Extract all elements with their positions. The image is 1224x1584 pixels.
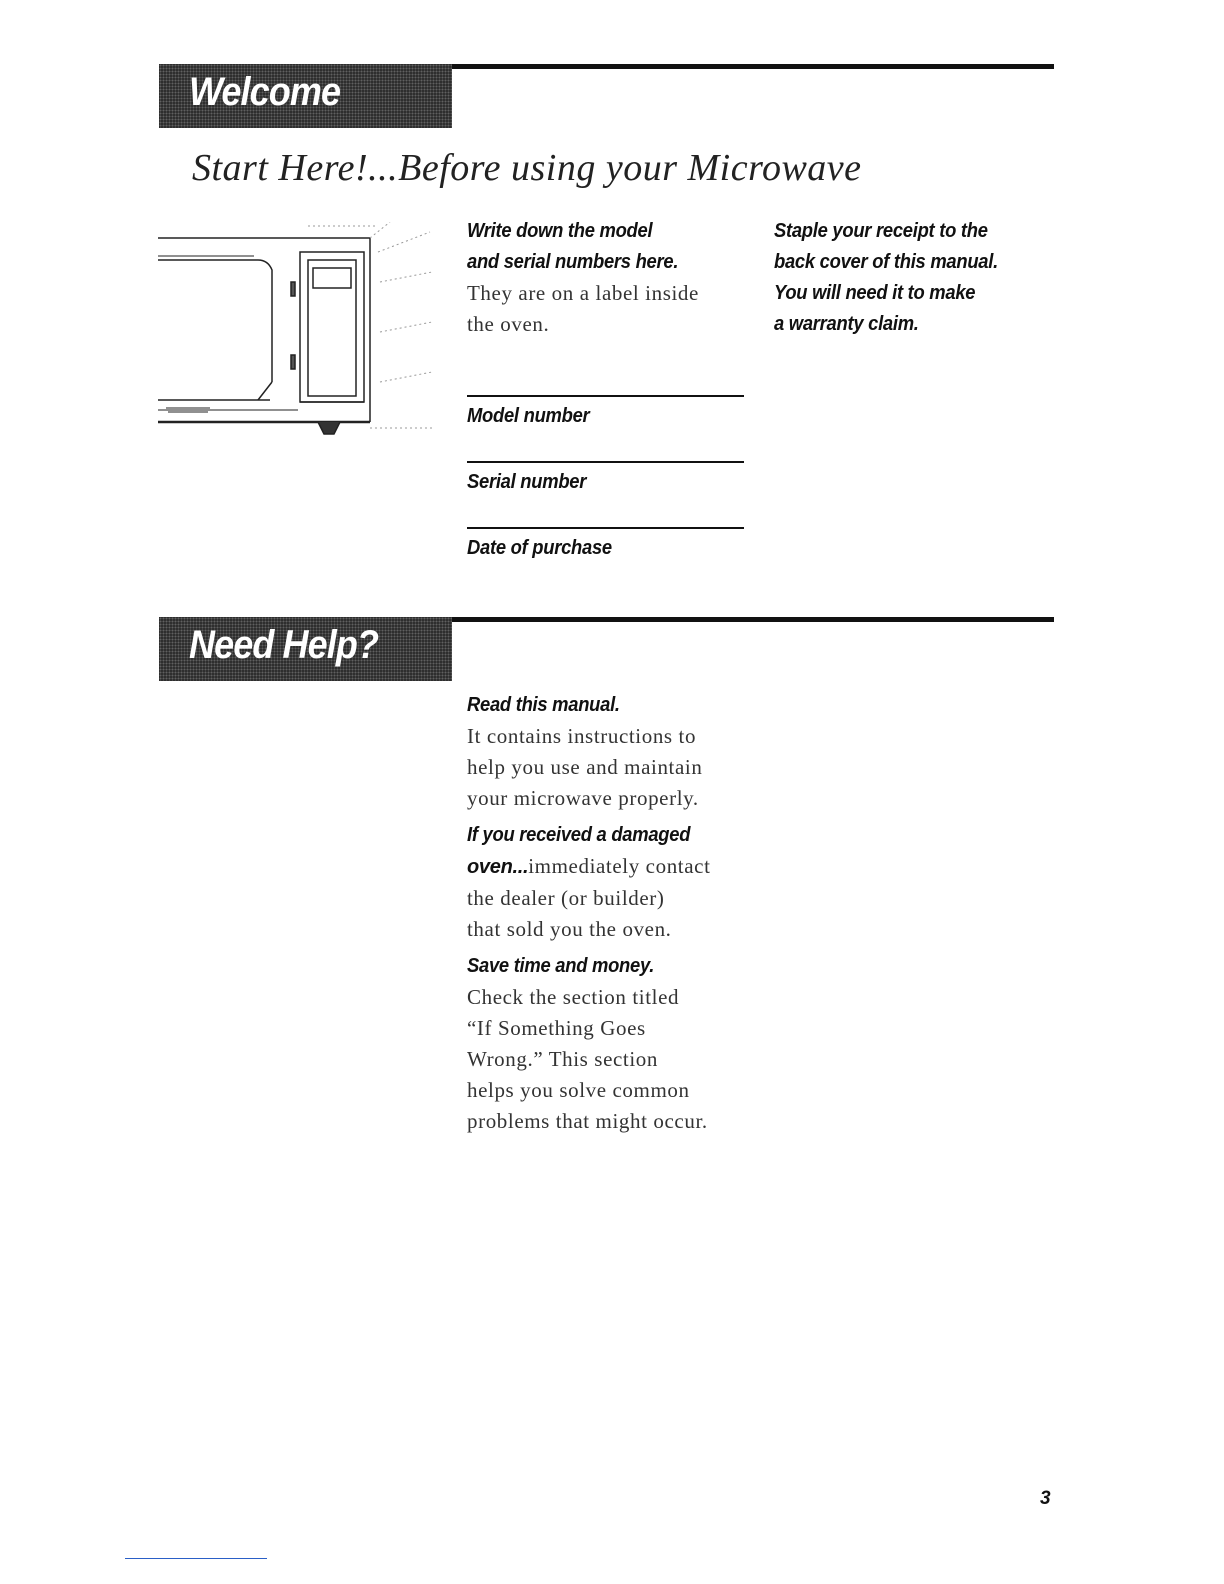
help-item-body-line: your microwave properly. <box>467 786 699 810</box>
help-item-read-manual <box>467 690 711 814</box>
need-help-banner <box>159 617 452 681</box>
microwave-icon <box>158 222 434 438</box>
model-number-field[interactable] <box>467 395 744 432</box>
welcome-banner <box>159 64 452 128</box>
date-of-purchase-line <box>467 527 744 529</box>
help-item-body-line: that sold you the oven. <box>467 917 672 941</box>
help-item-body-line: Wrong.” This section <box>467 1047 658 1071</box>
help-item-body-line: problems that might occur. <box>467 1109 708 1133</box>
serial-number-field[interactable] <box>467 461 744 498</box>
help-item-body-line: It contains instructions to <box>467 724 697 748</box>
need-help-list <box>467 690 711 1139</box>
page-number: 3 <box>1040 1488 1051 1509</box>
write-down-body-line-1: They are on a label inside <box>467 281 699 305</box>
page-subtitle: Start Here!...Before using your Microwave <box>192 147 862 189</box>
model-number-line <box>467 395 744 397</box>
help-item-body-line: Check the section titled <box>467 985 680 1009</box>
need-help-banner-title: Need Help? <box>189 623 379 667</box>
write-down-block <box>467 216 699 340</box>
footer-link-underline <box>125 1558 267 1559</box>
help-item-heading-cont: oven... <box>467 856 529 878</box>
staple-heading-line-3: You will need it to make <box>774 282 976 304</box>
help-item-save-time <box>467 951 711 1137</box>
write-down-body-line-2: the oven. <box>467 312 550 336</box>
staple-receipt-block <box>774 216 1017 340</box>
serial-number-line <box>467 461 744 463</box>
serial-number-label: Serial number <box>467 471 587 493</box>
staple-heading-line-1: Staple your receipt to the <box>774 220 988 242</box>
help-item-damaged-oven <box>467 820 711 945</box>
help-item-body-line: helps you solve common <box>467 1078 690 1102</box>
write-down-heading-line-1: Write down the model <box>467 220 653 242</box>
help-item-heading: Read this manual. <box>467 694 620 716</box>
staple-heading-line-4: a warranty claim. <box>774 313 919 335</box>
help-item-body-first: immediately contact <box>528 854 711 878</box>
date-of-purchase-label: Date of purchase <box>467 537 612 559</box>
help-item-body-line: the dealer (or builder) <box>467 886 665 910</box>
welcome-rule <box>452 64 1054 69</box>
help-item-body-line: help you use and maintain <box>467 755 703 779</box>
date-of-purchase-field[interactable] <box>467 527 744 564</box>
help-item-heading: Save time and money. <box>467 955 655 977</box>
help-item-body-line: “If Something Goes <box>467 1016 646 1040</box>
help-item-heading: If you received a damaged <box>467 824 691 846</box>
need-help-rule <box>452 617 1054 622</box>
help-item-mixed-line <box>467 851 711 883</box>
welcome-banner-title: Welcome <box>189 70 341 114</box>
model-number-label: Model number <box>467 405 590 427</box>
write-down-heading-line-2: and serial numbers here. <box>467 251 679 273</box>
staple-heading-line-2: back cover of this manual. <box>774 251 998 273</box>
